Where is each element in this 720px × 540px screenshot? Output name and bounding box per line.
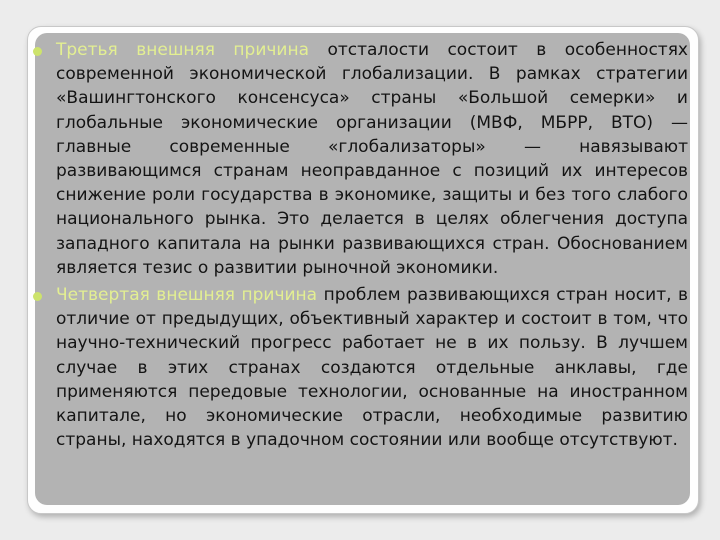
bullet-item-third-cause bbox=[33, 38, 688, 280]
highlighted-phrase: Четвертая внешняя причина bbox=[56, 285, 318, 306]
bullet-dot-icon bbox=[33, 47, 42, 56]
bullet-item-fourth-cause bbox=[33, 283, 688, 452]
bullet-text: отсталости состоит в особенностях современной экономической глобализации. В рамках стратегии «Вашингтонского консенсуса» страны «Большой семерки» и глобальные экономические организации (МВФ, МБРР, ВТО) — главные современные «глобализаторы» — навязывают развивающимся странам неоправданное с позиций их интересов снижение роли государства в экономике, защиты и без того слабого национального рынка. Это делается в целях облегчения доступа западного капитала на рынки развивающихся стран. Обоснованием является тезис о развитии рыночной экономики. bbox=[56, 40, 688, 278]
slide-body-text bbox=[33, 38, 688, 452]
bullet-dot-icon bbox=[33, 292, 42, 301]
bullet-text: проблем развивающихся стран носит, в отличие от предыдущих, объективный характер и состоит в том, что научно-технический прогресс работает не в их пользу. В лучшем случае в этих странах создаются отдельные анклавы, где применяются передовые технологии, основанные на иностранном капитале, но экономические отрасли, необходимые развитию страны, находятся в упадочном состоянии или вообще отсутствуют. bbox=[56, 285, 688, 451]
highlighted-phrase: Третья внешняя причина bbox=[56, 40, 309, 60]
